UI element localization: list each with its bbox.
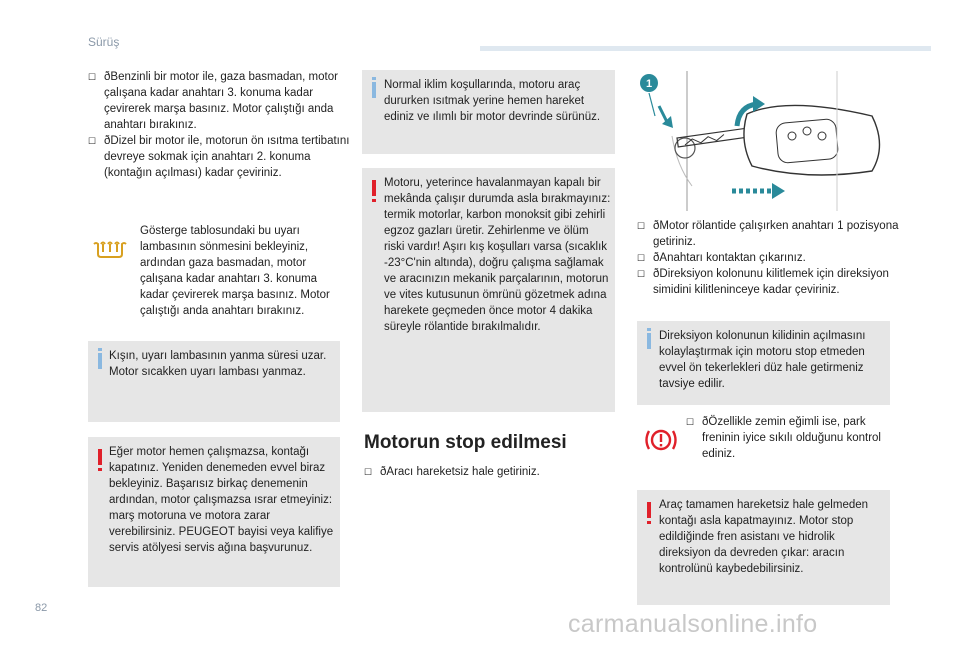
- section-title: Sürüş: [88, 35, 120, 49]
- col3-bullets: [637, 218, 899, 298]
- info-icon: [372, 82, 376, 98]
- bullet-item: ð ☐ Motor rölantide çalışırken anahtarı 1 pozisyona getiriniz.: [637, 218, 899, 250]
- warning-box: [637, 490, 890, 605]
- watermark: carmanualsonline.info: [568, 610, 818, 638]
- page-number: 82: [35, 602, 48, 614]
- brake-text-block: [686, 414, 890, 462]
- glow-plug-text: Gösterge tablosundaki bu uyarı lambasının sönmesini bekleyiniz, ardından gaza basmadan, motor çalışana kadar anahtarı 3. konuma kadar çevirerek marşa basınız. Motor çalıştığı anda anahtarı bırakınız.: [140, 225, 330, 317]
- info-icon: [98, 353, 102, 369]
- info-icon: [647, 333, 651, 349]
- warning-box: [88, 437, 340, 587]
- info-box: [637, 321, 890, 405]
- warning-icon: [647, 502, 651, 518]
- bullet-icon: ð ☐: [686, 417, 695, 427]
- brake-warning-icon: [644, 425, 678, 460]
- svg-text:1: 1: [645, 78, 653, 90]
- bullet-item: ð ☐ Anahtarı kontaktan çıkarınız.: [637, 250, 899, 266]
- key-ignition-figure: [637, 66, 887, 221]
- col2-bullets: [364, 464, 614, 480]
- info-text: Direksiyon kolonunun kilidinin açılmasını kolaylaştırmak için motoru stop etmeden evvel ön tekerlekleri düz hale getirmeniz tavsiye edilir.: [659, 330, 866, 390]
- bullet-icon: ð ☐: [637, 253, 646, 263]
- info-text: Normal iklim koşullarında, motoru araç dururken ısıtmak yerine hemen hareket ediniz ve ılımlı bir motor devrinde sürünüz.: [384, 79, 601, 123]
- bullet-item: ð ☐ Aracı hareketsiz hale getiriniz.: [364, 464, 614, 480]
- bullet-icon: ð ☐: [364, 467, 373, 477]
- warning-icon: [98, 449, 102, 465]
- section-heading: Motorun stop edilmesi: [364, 432, 567, 453]
- bullet-icon: ð ☐: [637, 269, 646, 279]
- info-text: Kışın, uyarı lambasının yanma süresi uzar. Motor sıcakken uyarı lambası yanmaz.: [109, 350, 327, 378]
- col1-bullets: [88, 69, 350, 181]
- warning-text: Araç tamamen hareketsiz hale gelmeden kontağı asla kapatmayınız. Motor stop edildiğinde fren asistanı ve hidrolik direksiyon da devreden çıkar: aracın kontrolünü kaybedebilirsiniz.: [659, 499, 869, 575]
- warning-box: [362, 168, 615, 412]
- bullet-item: ð ☐ Özellikle zemin eğimli ise, park freninin iyice sıkılı olduğunu kontrol ediniz.: [686, 414, 890, 462]
- warning-text: Eğer motor hemen çalışmazsa, kontağı kapatınız. Yeniden denemeden evvel biraz bekleyiniz. Başarısız birkaç denemenin ardından, motor çalışmazsa ısrar etmeyiniz: marş motoruna ve motora zarar verebilirsiniz. PEUGEOT bayisi veya kalifiye servis atölyesi servis ağına başvurunuz.: [109, 446, 334, 554]
- bullet-icon: ð ☐: [88, 136, 97, 146]
- bullet-icon: ð ☐: [637, 221, 646, 231]
- info-box: [88, 341, 340, 422]
- bullet-item: ð ☐ Direksiyon kolonunu kilitlemek için direksiyon simidini kilitleninceye kadar çeviriniz.: [637, 266, 899, 298]
- warning-icon: [372, 180, 376, 196]
- glow-plug-icon: [92, 238, 128, 267]
- warning-text: Motoru, yeterince havalanmayan kapalı bir mekânda çalışır durumda asla bırakmayınız: termik motorlar, karbon monoksit gibi zehirli egzoz gazları üretir. Zehirlenme ve ölüm riski vardır! Aşırı kış koşulları varsa (sıcaklık -23°C'nin altında), doğru çalışma sağlamak ve aracınızın mekanik parçalarının, motorun ve vites kutusunun ömrünü gözetmek adına harekete geçmeden önce motor 4 dakika süreyle rölantide bırakılmalıdır.: [384, 177, 611, 333]
- info-box: [362, 70, 615, 154]
- bullet-icon: ð ☐: [88, 72, 97, 82]
- bullet-item: ð ☐ Benzinli bir motor ile, gaza basmadan, motor çalışana kadar anahtarı 3. konuma kadar çevirerek marşa basınız. Motor çalıştığı anda anahtarı bırakınız.: [88, 69, 350, 133]
- bullet-item: ð ☐ Dizel bir motor ile, motorun ön ısıtma tertibatını devreye sokmak için anahtarı 2. konuma (kontağın açılması) kadar çeviriniz.: [88, 133, 350, 181]
- header-rule: [480, 46, 931, 51]
